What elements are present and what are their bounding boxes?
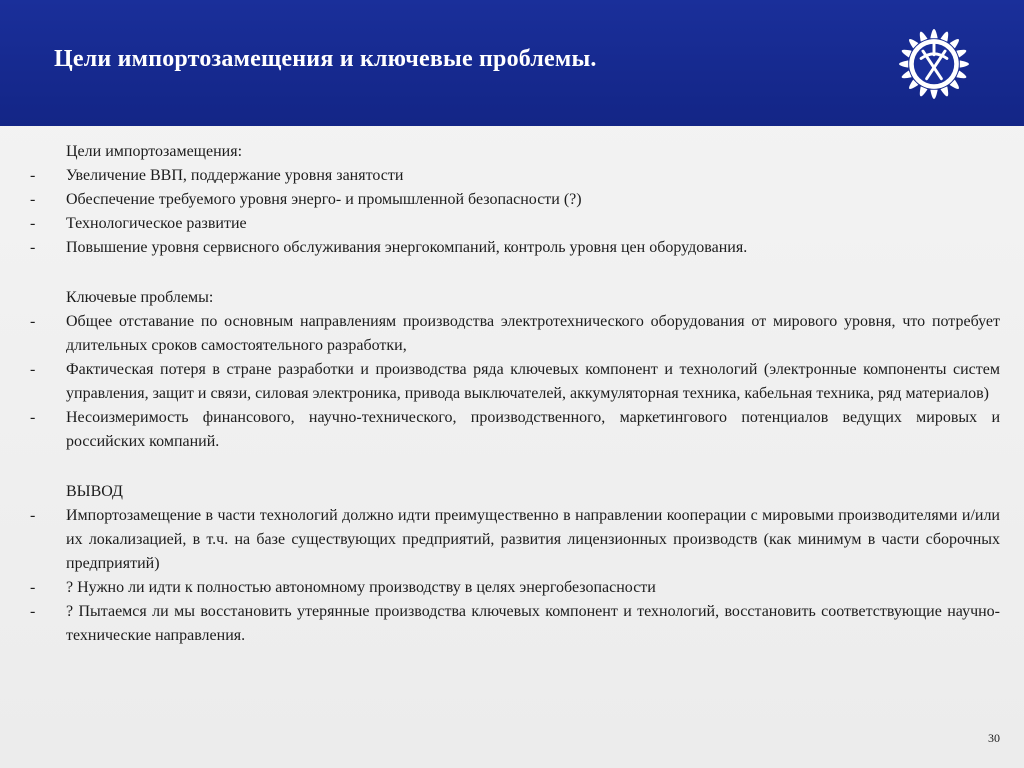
conclusion-item-text: ? Пытаемся ли мы восстановить утерянные производства ключевых компонент и технологий, восстановить соответствующие научно-технические направления. [66,603,1000,644]
page-number: 30 [988,731,1000,745]
company-emblem-icon [888,18,980,110]
slide-content [30,138,1000,648]
problem-item-text: Фактическая потеря в стране разработки и производства ряда ключевых компонент и технологий (электронные компоненты систем управления, защит и связи, силовая электроника, привода выключателей, аккумуляторная техника, кабельная техника, ряд материалов) [66,361,1000,402]
problem-item-text: Несоизмеримость финансового, научно-технического, производственного, маркетингового потенциалов ведущих мировых и российских компаний. [66,409,1000,450]
goal-item-text: Увеличение ВВП, поддержание уровня занятости [66,167,404,184]
bullet-dash: - [30,239,36,256]
problem-item-text: Общее отставание по основным направлениям производства электротехнического оборудования от мирового уровня, что потребует длительных сроков самостоятельного разработки, [66,313,1000,354]
goal-item-text: Обеспечение требуемого уровня энерго- и промышленной безопасности (?) [66,191,582,208]
bullet-dash: - [30,167,36,184]
bullet-dash: - [30,409,36,426]
bullet-dash: - [30,603,36,620]
conclusion-item-text: Импортозамещение в части технологий должно идти преимущественно в направлении кооперации с мировыми производителями и/или их локализацией, в т.ч. на базе существующих предприятий, развития лицензионных производств (как минимум в части сборочных предприятий) [66,507,1000,572]
bullet-dash: - [30,579,36,596]
bullet-dash: - [30,507,36,524]
problem-item [30,406,1000,454]
goals-heading: Цели импортозамещения: [66,143,243,160]
slide-title: Цели импортозамещения и ключевые проблемы. [54,46,597,72]
problem-item [30,358,1000,406]
problems-heading: Ключевые проблемы: [66,289,214,306]
bullet-dash: - [30,361,36,378]
conclusion-item [30,576,1000,600]
problems-list [30,310,1000,454]
conclusion-item [30,600,1000,648]
slide-header [0,0,1024,126]
goal-item [30,164,1000,188]
goals-list [30,164,1000,260]
bullet-dash: - [30,215,36,232]
conclusion-list [30,504,1000,648]
conclusion-item [30,504,1000,576]
goal-item [30,188,1000,212]
goal-item [30,236,1000,260]
problem-item [30,310,1000,358]
goal-item [30,212,1000,236]
conclusion-heading: ВЫВОД [66,483,123,500]
goal-item-text: Повышение уровня сервисного обслуживания энергокомпаний, контроль уровня цен оборудования. [66,239,748,256]
goal-item-text: Технологическое развитие [66,215,247,232]
conclusion-item-text: ? Нужно ли идти к полностью автономному производству в целях энергобезопасности [66,579,656,596]
bullet-dash: - [30,313,36,330]
bullet-dash: - [30,191,36,208]
